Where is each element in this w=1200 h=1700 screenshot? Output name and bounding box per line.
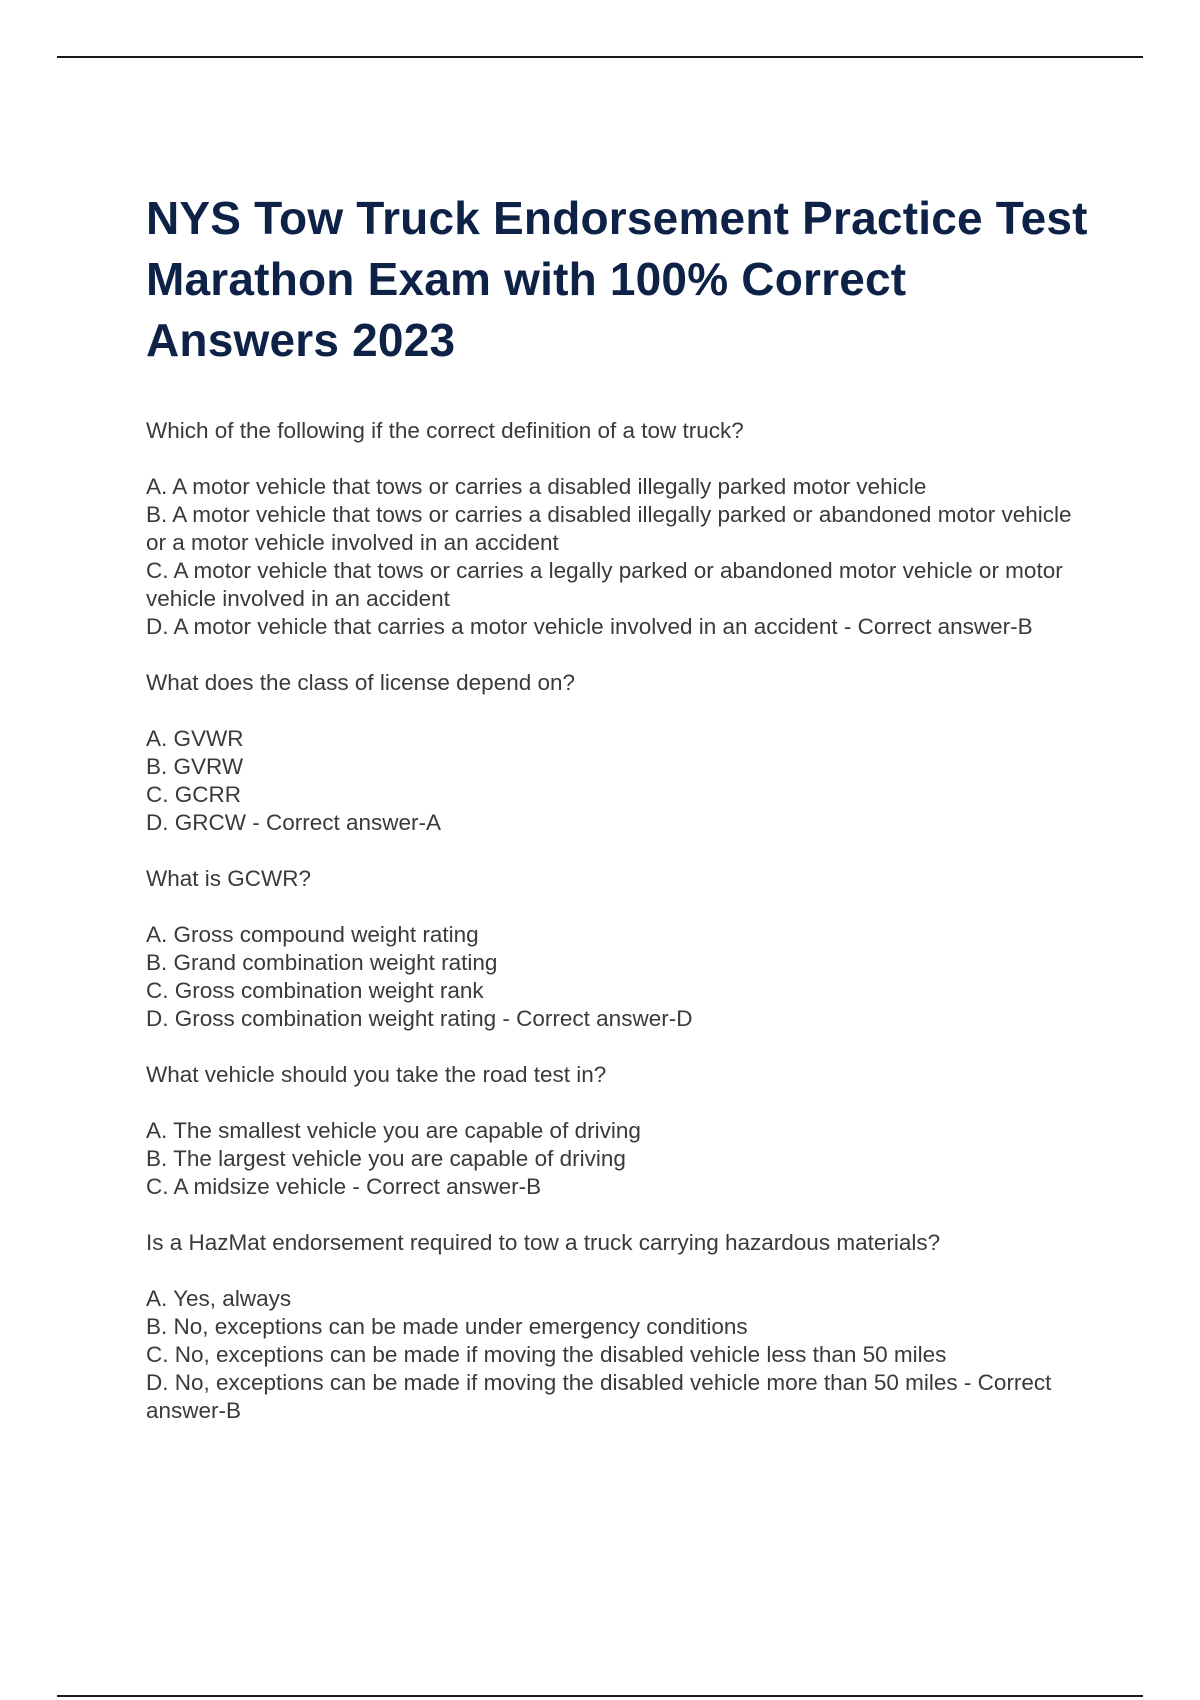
question-block (146, 669, 1096, 837)
question-block (146, 1229, 1096, 1425)
answer-option: C. A motor vehicle that tows or carries a legally parked or abandoned motor vehicle or motor vehicle involved in an accident (146, 558, 1063, 611)
answer-option: A. GVWR (146, 726, 244, 751)
answer-option: C. Gross combination weight rank (146, 978, 484, 1003)
answer-option: D. No, exceptions can be made if moving the disabled vehicle more than 50 miles - Correct answer-B (146, 1370, 1052, 1423)
question-block (146, 865, 1096, 1033)
top-rule (57, 56, 1143, 58)
answer-option: B. A motor vehicle that tows or carries a disabled illegally parked or abandoned motor vehicle or a motor vehicle involved in an accident (146, 502, 1072, 555)
answer-option: D. Gross combination weight rating - Correct answer-D (146, 1006, 693, 1031)
page-content (146, 188, 1096, 1453)
answer-option: A. Yes, always (146, 1286, 292, 1311)
answer-option: B. The largest vehicle you are capable of driving (146, 1146, 626, 1171)
question-text: Is a HazMat endorsement required to tow a truck carrying hazardous materials? (146, 1230, 941, 1255)
question-block (146, 1061, 1096, 1201)
answer-option: A. The smallest vehicle you are capable of driving (146, 1118, 641, 1143)
answer-option: C. No, exceptions can be made if moving the disabled vehicle less than 50 miles (146, 1342, 947, 1367)
question-text: What is GCWR? (146, 866, 312, 891)
answer-option: B. No, exceptions can be made under emergency conditions (146, 1314, 748, 1339)
question-text: Which of the following if the correct definition of a tow truck? (146, 418, 744, 443)
answer-option: C. A midsize vehicle - Correct answer-B (146, 1174, 542, 1199)
answer-option: B. Grand combination weight rating (146, 950, 498, 975)
answer-option: A. A motor vehicle that tows or carries a disabled illegally parked motor vehicle (146, 474, 927, 499)
document-title: NYS Tow Truck Endorsement Practice Test Marathon Exam with 100% Correct Answers 2023 (146, 192, 1088, 366)
bottom-rule (57, 1695, 1143, 1697)
answer-option: A. Gross compound weight rating (146, 922, 479, 947)
answer-option: D. GRCW - Correct answer-A (146, 810, 442, 835)
question-block (146, 417, 1096, 641)
question-text: What vehicle should you take the road test in? (146, 1062, 607, 1087)
question-text: What does the class of license depend on? (146, 670, 576, 695)
question-list (146, 417, 1096, 1425)
answer-option: D. A motor vehicle that carries a motor vehicle involved in an accident - Correct answer-B (146, 614, 1033, 639)
answer-option: B. GVRW (146, 754, 244, 779)
answer-option: C. GCRR (146, 782, 241, 807)
